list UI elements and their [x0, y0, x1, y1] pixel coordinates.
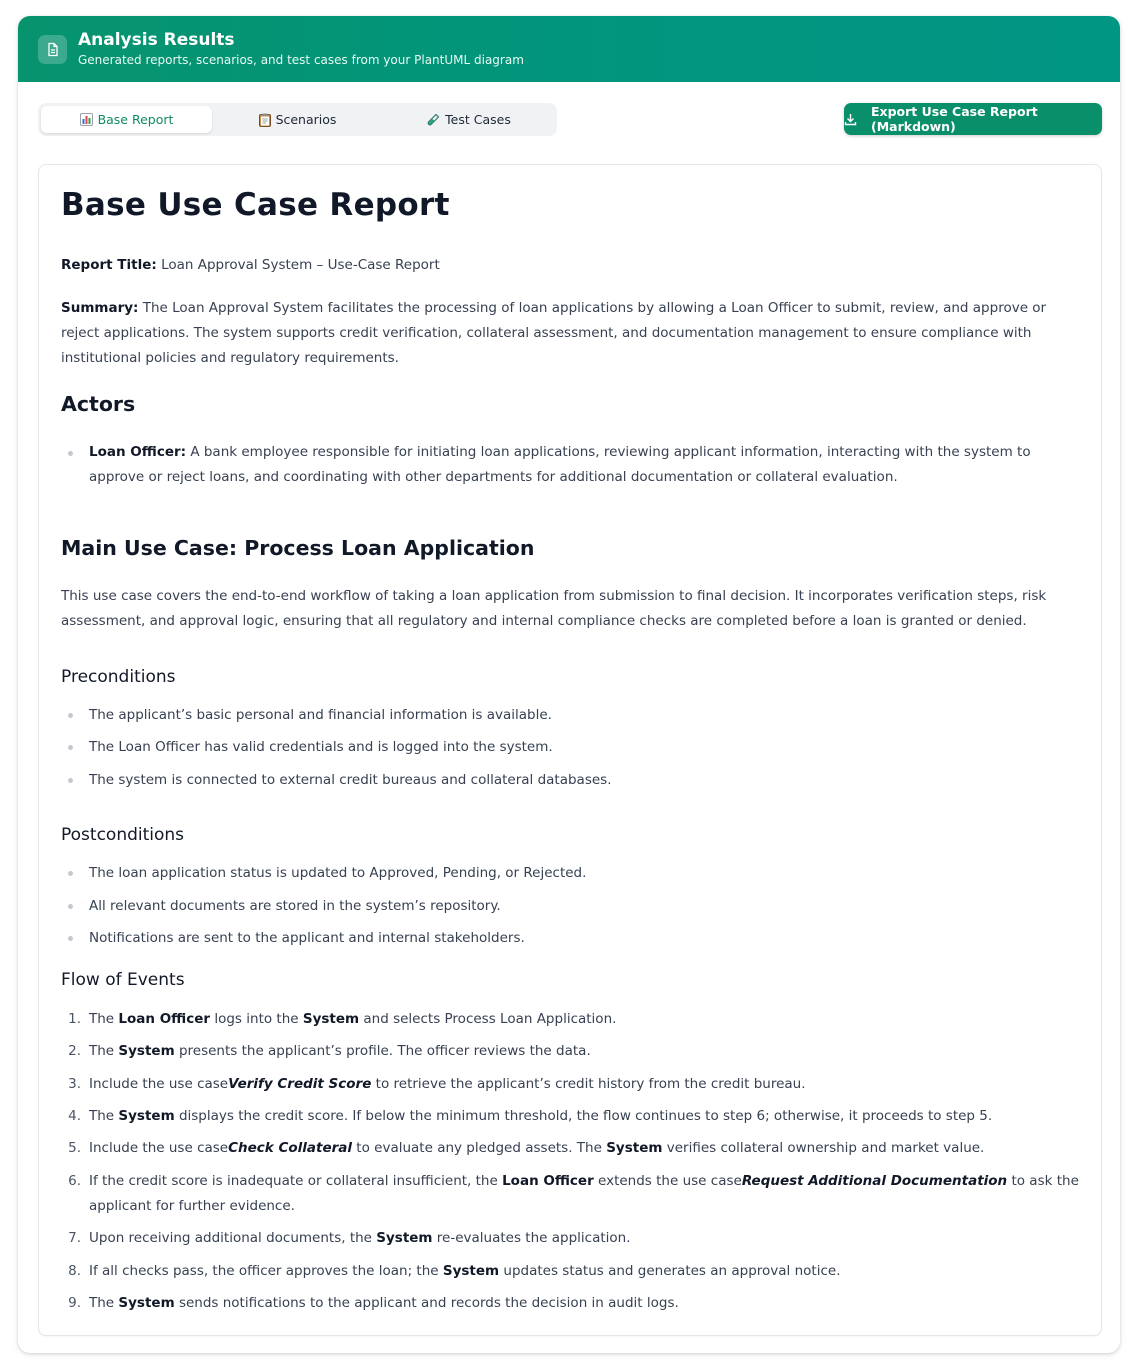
report-summary [61, 296, 1081, 371]
flow-step [89, 1104, 1079, 1129]
flow-step-text: If the credit score is inadequate or collateral insufficient, the [89, 1173, 503, 1189]
bullet-dot [68, 778, 73, 783]
flow-step-emphasis: System [302, 1011, 360, 1027]
flow-step [89, 1007, 1079, 1032]
flow-step [89, 1291, 1079, 1316]
postcondition-item: Notifications are sent to the applicant and internal stakeholders. [89, 930, 525, 946]
flow-step [89, 1259, 1079, 1284]
flow-step-text: logs into the [210, 1011, 303, 1027]
actor-name: Loan Officer: [89, 444, 187, 460]
tab-base-report[interactable] [41, 106, 212, 133]
flow-step-text: to retrieve the applicant’s credit history from the credit bureau. [371, 1076, 806, 1092]
tab-scenarios[interactable] [212, 106, 383, 133]
report-tabs [38, 103, 557, 136]
flow-step-emphasis: Check Collateral [228, 1140, 353, 1156]
flow-step-text: The [89, 1295, 119, 1311]
flow-step [89, 1072, 1079, 1097]
bullet-dot [68, 451, 73, 456]
base-report-panel [38, 164, 1102, 1336]
flow-step-text: displays the credit score. If below the minimum threshold, the flow continues to step 6; otherwise, it proceeds to step 5. [174, 1108, 993, 1124]
flow-step-emphasis: System [376, 1230, 433, 1246]
document-icon [38, 35, 67, 64]
flow-step-number: 7. [68, 1230, 81, 1246]
bullet-dot [68, 871, 73, 876]
flow-step-emphasis: System [442, 1263, 500, 1279]
header-title: Analysis Results [78, 29, 235, 50]
flow-step-number: 5. [68, 1140, 81, 1156]
flow-step-emphasis: System [118, 1043, 175, 1059]
flow-step-emphasis: Verify Credit Score [228, 1076, 372, 1092]
flow-step-emphasis: Loan Officer [502, 1173, 594, 1189]
report-heading: Base Use Case Report [61, 187, 450, 223]
bullet-dot [68, 904, 73, 909]
postcondition-item: The loan application status is updated to Approved, Pending, or Rejected. [89, 865, 587, 881]
flow-step-emphasis: System [606, 1140, 663, 1156]
test-tube-icon [426, 113, 440, 127]
tab-test-cases-label: Test Cases [445, 112, 511, 127]
flow-step-text: The [89, 1011, 119, 1027]
export-report-button[interactable] [844, 103, 1102, 135]
flow-step-text: re-evaluates the application. [432, 1230, 631, 1246]
flow-step-text: to ask the applicant for further evidence. [89, 1173, 1079, 1214]
flow-step-emphasis: Request Additional Documentation [741, 1173, 1008, 1189]
flow-step-text: verifies collateral ownership and market value. [662, 1140, 985, 1156]
flow-step-text: to evaluate any pledged assets. The [352, 1140, 607, 1156]
flow-step-text: sends notifications to the applicant and records the decision in audit logs. [174, 1295, 679, 1311]
analysis-results-card [18, 16, 1120, 1353]
clipboard-icon [259, 113, 271, 127]
actors-heading: Actors [61, 392, 136, 416]
flow-step-number: 4. [68, 1108, 81, 1124]
tab-scenarios-label: Scenarios [275, 112, 337, 127]
precondition-item: The system is connected to external credit bureaus and collateral databases. [89, 772, 612, 788]
flow-of-events-heading: Flow of Events [61, 970, 185, 990]
flow-step-emphasis: System [118, 1295, 175, 1311]
precondition-item: The Loan Officer has valid credentials and is logged into the system. [89, 739, 553, 755]
export-button-label: Export Use Case Report (Markdown) [871, 104, 1038, 134]
flow-step [89, 1136, 1079, 1161]
tab-base-report-label: Base Report [97, 112, 174, 127]
report-title-line [61, 253, 1081, 278]
header-subtitle: Generated reports, scenarios, and test cases from your PlantUML diagram [78, 52, 524, 67]
flow-step [89, 1226, 1079, 1251]
flow-step-text: If all checks pass, the officer approves the loan; the [89, 1263, 443, 1279]
flow-step [89, 1039, 1079, 1064]
flow-step-text: Upon receiving additional documents, the [89, 1230, 377, 1246]
download-icon [844, 113, 857, 126]
report-title-label: Report Title: [61, 257, 157, 273]
flow-step-number: 8. [68, 1263, 81, 1279]
flow-step-text: Include the use case [89, 1076, 229, 1092]
summary-label: Summary: [61, 300, 139, 316]
bar-chart-icon [80, 113, 93, 126]
actor-description: A bank employee responsible for initiating loan applications, reviewing applicant information, interacting with the system to approve or reject loans, and coordinating with other departments for additional documentation or collateral evaluation. [89, 444, 1031, 485]
flow-step-number: 6. [68, 1173, 81, 1189]
flow-step-emphasis: Loan Officer [118, 1011, 211, 1027]
flow-step-text: The [89, 1043, 119, 1059]
flow-step-text: extends the use case [593, 1173, 742, 1189]
flow-step-text: The [89, 1108, 119, 1124]
actor-item [89, 440, 1079, 490]
results-header [18, 16, 1120, 82]
flow-step-text: Include the use case [89, 1140, 229, 1156]
flow-step [89, 1169, 1079, 1219]
postcondition-item: All relevant documents are stored in the system’s repository. [89, 898, 501, 914]
precondition-item: The applicant’s basic personal and financial information is available. [89, 707, 552, 723]
tab-test-cases[interactable] [383, 106, 554, 133]
main-use-case-heading: Main Use Case: Process Loan Application [61, 536, 535, 560]
summary-text: The Loan Approval System facilitates the processing of loan applications by allowing a Loan Officer to submit, review, and approve or reject applications. The system supports credit verification, collateral assessment, and documentation management to ensure compliance with institutional policies and regulatory requirements. [61, 300, 1047, 366]
flow-step-text: and selects Process Loan Application. [359, 1011, 617, 1027]
bullet-dot [68, 936, 73, 941]
report-title-value: Loan Approval System – Use-Case Report [156, 257, 440, 273]
postconditions-heading: Postconditions [61, 825, 185, 845]
flow-step-text: presents the applicant’s profile. The officer reviews the data. [174, 1043, 591, 1059]
flow-step-emphasis: System [118, 1108, 175, 1124]
flow-step-number: 9. [68, 1295, 81, 1311]
bullet-dot [68, 713, 73, 718]
flow-step-number: 2. [68, 1043, 81, 1059]
flow-step-number: 3. [68, 1076, 81, 1092]
preconditions-heading: Preconditions [61, 667, 176, 687]
flow-step-number: 1. [68, 1011, 81, 1027]
flow-step-text: updates status and generates an approval notice. [499, 1263, 841, 1279]
main-use-case-text: This use case covers the end-to-end workflow of taking a loan application from submission to final decision. It incorporates verification steps, risk assessment, and approval logic, ensuring that all regulatory and internal compliance checks are completed before a loan is granted or denied. [61, 588, 1047, 629]
bullet-dot [68, 745, 73, 750]
